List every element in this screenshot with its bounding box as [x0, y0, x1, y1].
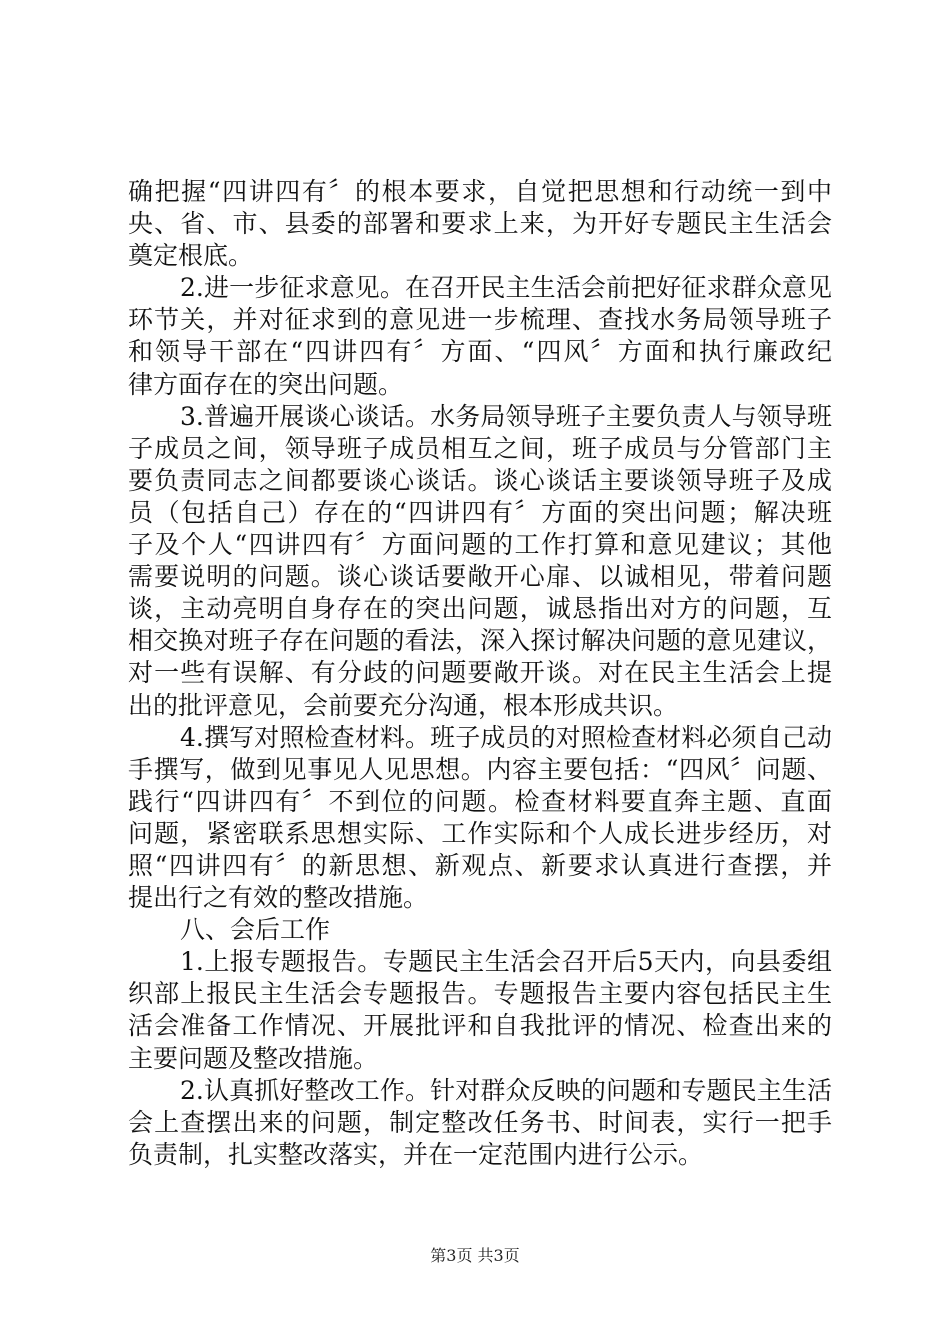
text-line: 子及个人“四讲四有〞方面问题的工作打算和意见建议；其他 [128, 530, 832, 560]
text-line: 子成员之间，领导班子成员相互之间，班子成员与分管部门主 [128, 433, 832, 463]
text-line: 八、会后工作 [180, 915, 331, 945]
text-line: 2.认真抓好整改工作。针对群众反映的问题和专题民主生活 [180, 1075, 832, 1105]
text-line: 负责制，扎实整改落实，并在一定范围内进行公示。 [128, 1139, 704, 1169]
text-line: 奠定根底。 [128, 241, 254, 271]
text-line: 需要说明的问题。谈心谈话要敞开心扉、以诚相见，带着问题 [128, 562, 832, 592]
text-line: 谈，主动亮明自身存在的突出问题，诚恳指出对方的问题，互 [128, 594, 832, 624]
text-line: 出的批评意见，会前要充分沟通，根本形成共识。 [128, 690, 679, 720]
text-line: 照“四讲四有〞的新思想、新观点、新要求认真进行查摆，并 [128, 850, 832, 880]
text-line: 织部上报民主生活会专题报告。专题报告主要内容包括民主生 [128, 979, 832, 1009]
text-line: 4.撰写对照检查材料。班子成员的对照检查材料必须自己动 [180, 722, 832, 752]
text-line: 践行“四讲四有〞不到位的问题。检查材料要直奔主题、直面 [128, 786, 832, 816]
text-line: 和领导干部在“四讲四有〞方面、“四风〞方面和执行廉政纪 [128, 337, 832, 367]
text-line: 员（包括自己）存在的“四讲四有〞方面的突出问题；解决班 [128, 497, 832, 527]
text-line: 1.上报专题报告。专题民主生活会召开后5天内，向县委组 [180, 947, 832, 977]
text-line: 确把握“四讲四有〞的根本要求，自觉把思想和行动统一到中 [128, 177, 832, 206]
text-line: 环节关，并对征求到的意见进一步梳理、查找水务局领导班子 [128, 305, 832, 335]
text-line: 3.普遍开展谈心谈话。水务局领导班子主要负责人与领导班 [180, 401, 832, 431]
document-body [128, 176, 832, 1171]
text-line: 主要问题及整改措施。 [128, 1043, 379, 1073]
text-line: 2.进一步征求意见。在召开民主生活会前把好征求群众意见 [180, 273, 832, 303]
text-line: 对一些有误解、有分歧的问题要敞开谈。对在民主生活会上提 [128, 658, 832, 688]
text-line: 律方面存在的突出问题。 [128, 369, 404, 399]
text-line: 央、省、市、县委的部署和要求上来，为开好专题民主生活会 [128, 209, 832, 239]
text-line: 相交换对班子存在问题的看法，深入探讨解决问题的意见建议， [128, 626, 832, 656]
text-line: 会上查摆出来的问题，制定整改任务书、时间表，实行一把手 [128, 1107, 832, 1137]
text-line: 提出行之有效的整改措施。 [128, 883, 429, 913]
text-line: 活会准备工作情况、开展批评和自我批评的情况、检查出来的 [128, 1011, 832, 1041]
text-line: 问题，紧密联系思想实际、工作实际和个人成长进步经历，对 [128, 818, 832, 848]
text-line: 要负责同志之间都要谈心谈话。谈心谈话主要谈领导班子及成 [128, 465, 832, 495]
page-footer: 第3页 共3页 [430, 1246, 520, 1265]
text-line: 手撰写，做到见事见人见思想。内容主要包括：“四风〞问题、 [128, 754, 832, 784]
